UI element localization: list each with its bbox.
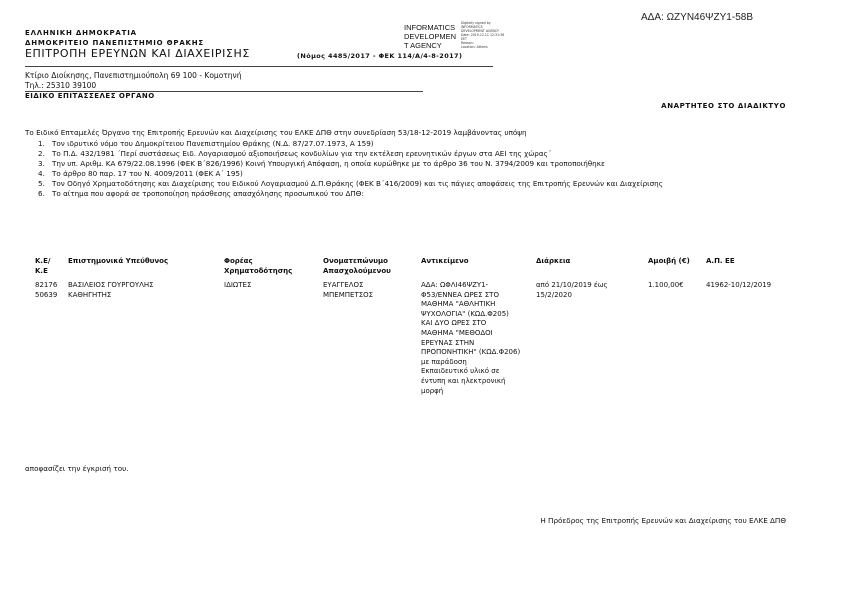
- cell-line: με παράδοση: [421, 357, 467, 366]
- cell-line: Φ53/ΕΝΝΕΑ ΩΡΕΣ ΣΤΟ: [421, 290, 499, 299]
- cell-line: ΨΥΧΟΛΟΓΙΑ" (ΚΩΔ.Φ205): [421, 309, 509, 318]
- header-duration: [536, 256, 616, 266]
- cell-line: 15/2/2020: [536, 290, 572, 299]
- law-reference: (Νόμος 4485/2017 - ΦΕΚ 114/Α/4-8-2017): [297, 52, 463, 60]
- header-divider: [25, 66, 493, 67]
- cell-line: ΚΑΙ ΔΥΟ ΩΡΕΣ ΣΤΟ: [421, 319, 487, 328]
- header-ke-line: Κ.Ε: [35, 267, 48, 275]
- item-text: Το Π.Δ. 432/1981 ΄Περί συστάσεως Ειδ. Λογαριασμού αξιοποιήσεως κονδυλίων για την εκτέλεση ερευνητικών έργων στα ΑΕΙ της χώρας΄: [52, 149, 552, 158]
- header-ap: [706, 256, 786, 266]
- header-duration-line: Διάρκεια: [536, 257, 571, 265]
- item-number: 1.: [38, 139, 45, 148]
- list-item: [38, 169, 793, 179]
- cell-line: ΕΥΑΓΓΕΛΟΣ: [323, 281, 364, 289]
- list-item: [38, 139, 793, 149]
- agency-line: T AGENCY: [404, 41, 442, 50]
- header-subject: [421, 256, 529, 266]
- cell-line: μορφή: [421, 386, 444, 395]
- header-ke-line: Κ.Ε/: [35, 257, 51, 265]
- signature-detail: Location: Athens: [461, 45, 488, 49]
- organ-heading: ΕΙΔΙΚΟ ΕΠΙΤΑΣΣΕΛΕΣ ΟΡΓΑΝΟ: [25, 92, 155, 100]
- header-amount: [648, 256, 703, 266]
- ada-code: ΑΔΑ: ΩΖΥΝ46ΨΖΥ1-58Β: [641, 12, 753, 23]
- cell-line: ΜΑΘΗΜΑ "ΑΘΛΗΤΙΚΗ: [421, 300, 496, 309]
- header-employee-name: [323, 256, 418, 276]
- address: Κτίριο Διοίκησης, Πανεπιστημιούπολη 69 100 - Κομοτηνή: [25, 71, 242, 80]
- item-number: 2.: [38, 149, 45, 158]
- header-ke: [35, 256, 65, 276]
- header-ap-line: Α.Π. ΕΕ: [706, 257, 735, 265]
- considerations-list: [38, 139, 793, 199]
- header-scientist-line: Επιστημονικά Υπεύθυνος: [68, 257, 169, 265]
- item-text: Τον Οδηγό Χρηματοδότησης και Διαχείρισης του Ειδικού Λογαριασμού Δ.Π.Θράκης (ΦΕΚ Β΄416/2009) και τις πάγιες αποφάσεις της Επιτροπής Ερευνών και Διαχείρισης: [52, 179, 663, 188]
- agency-line: DEVELOPMEN: [404, 32, 457, 41]
- list-item: [38, 189, 793, 199]
- signing-agency: [404, 23, 456, 50]
- republic-heading: ΕΛΛΗΝΙΚΗ ΔΗΜΟΚΡΑΤΙΑ: [25, 29, 137, 37]
- header-funder-line: Χρηματοδότησης: [224, 267, 293, 275]
- header-amount-line: Αμοιβή (€): [648, 257, 690, 265]
- agency-line: INFORMATICS: [404, 23, 456, 32]
- phone: Τηλ.: 25310 39100: [25, 81, 97, 90]
- digital-signature-details: [461, 21, 521, 49]
- header-funder: [224, 256, 319, 276]
- signature-detail: EET: [461, 37, 467, 41]
- signature-detail: DEVELOPMENT AGENCY: [461, 29, 499, 33]
- item-number: 6.: [38, 189, 45, 198]
- item-number: 4.: [38, 169, 45, 178]
- list-item: [38, 149, 793, 159]
- cell-line: ΕΡΕΥΝΑΣ ΣΤΗΝ: [421, 338, 475, 347]
- cell-line: ΠΡΟΠΟΝΗΤΙΚΗ" (ΚΩΔ.Φ206): [421, 348, 521, 357]
- header-subject-line: Αντικείμενο: [421, 257, 469, 265]
- signature-detail: Digitally signed by: [461, 21, 491, 25]
- cell-line: έντυπη και ηλεκτρονική: [421, 376, 506, 385]
- approval-text: αποφασίζει την έγκρισή του.: [25, 464, 129, 473]
- committee-title: ΕΠΙΤΡΟΠΗ ΕΡΕΥΝΩΝ ΚΑΙ ΔΙΑΧΕΙΡΙΣΗΣ: [25, 47, 250, 60]
- header-funder-line: Φορέας: [224, 257, 253, 265]
- header-scientist: [68, 256, 218, 266]
- cell-employee-name: [323, 281, 418, 300]
- header-name-line: Ονοματεπώνυμο: [323, 257, 388, 265]
- list-item: [38, 179, 793, 189]
- signature-detail: Date: 2019.12.11 12:31:36: [461, 33, 505, 37]
- cell-ke: [35, 281, 65, 300]
- cell-funder: [224, 281, 319, 291]
- cell-line: ΚΑΘΗΓΗΤΗΣ: [68, 290, 112, 299]
- posted-notice: ΑΝΑΡΤΗΤΕΟ ΣΤΟ ΔΙΑΔΙΚΤΥΟ: [661, 102, 786, 110]
- intro-text: Το Ειδικό Επταμελές Όργανο της Επιτροπής Ερευνών και Διαχείρισης του ΕΛΚΕ ΔΠΘ στην συνεδρίαση 53/18-12-2019 λαμβάνοντας υπόψη: [25, 128, 527, 137]
- item-number: 5.: [38, 179, 45, 188]
- cell-subject: [421, 281, 529, 396]
- header-name-line: Απασχολούμενου: [323, 267, 391, 275]
- signature-detail: Reason:: [461, 41, 474, 45]
- cell-line: 50639: [35, 290, 58, 299]
- item-text: Τον ιδρυτικό νόμο του Δημοκρίτειου Πανεπιστημίου Θράκης (Ν.Δ. 87/27.07.1973, Α 159): [52, 139, 374, 148]
- signature-detail: INFORMATICS: [461, 25, 483, 29]
- cell-line: ΜΠΕΜΠΕΤΣΟΣ: [323, 290, 374, 299]
- item-text: Την υπ. Αριθμ. ΚΑ 679/22.08.1996 (ΦΕΚ Β΄826/1996) Κοινή Υπουργική Απόφαση, η οποία κυρώθηκε με το άρθρο 36 του Ν. 3794/2009 και τροποποιήθηκε: [52, 159, 605, 168]
- cell-amount: 1.100,00€: [648, 281, 684, 289]
- cell-ap: 41962-10/12/2019: [706, 281, 772, 289]
- signature-line: Η Πρόεδρος της Επιτροπής Ερευνών και Διαχείρισης του ΕΛΚΕ ΔΠΘ: [540, 516, 786, 525]
- cell-line: από 21/10/2019 έως: [536, 281, 608, 289]
- cell-line: ΑΔΑ: ΩΦΛΙ46ΨΖΥ1-: [421, 281, 489, 289]
- item-number: 3.: [38, 159, 45, 168]
- item-text: Το άρθρο 80 παρ. 17 του Ν. 4009/2011 (ΦΕΚ Α΄ 195): [52, 169, 243, 178]
- university-heading: ΔΗΜΟΚΡΙΤΕΙΟ ΠΑΝΕΠΙΣΤΗΜΙΟ ΘΡΑΚΗΣ: [25, 39, 205, 47]
- cell-scientist: [68, 281, 218, 300]
- list-item: [38, 159, 793, 169]
- cell-line: ΒΑΣΙΛΕΙΟΣ ΓΟΥΡΓΟΥΛΗΣ: [68, 281, 154, 289]
- cell-line: ΜΑΘΗΜΑ "ΜΕΘΟΔΟΙ: [421, 328, 493, 337]
- item-text: Το αίτημα που αφορά σε τροποποίηση πράσθεσης απασχόλησης προσωπικού του ΔΠΘ:: [52, 189, 364, 198]
- cell-line: Εκπαιδευτικό υλικό σε: [421, 367, 500, 376]
- cell-line: ΙΔΙΩΤΕΣ: [224, 281, 252, 289]
- cell-line: 82176: [35, 281, 58, 289]
- cell-duration: [536, 281, 616, 300]
